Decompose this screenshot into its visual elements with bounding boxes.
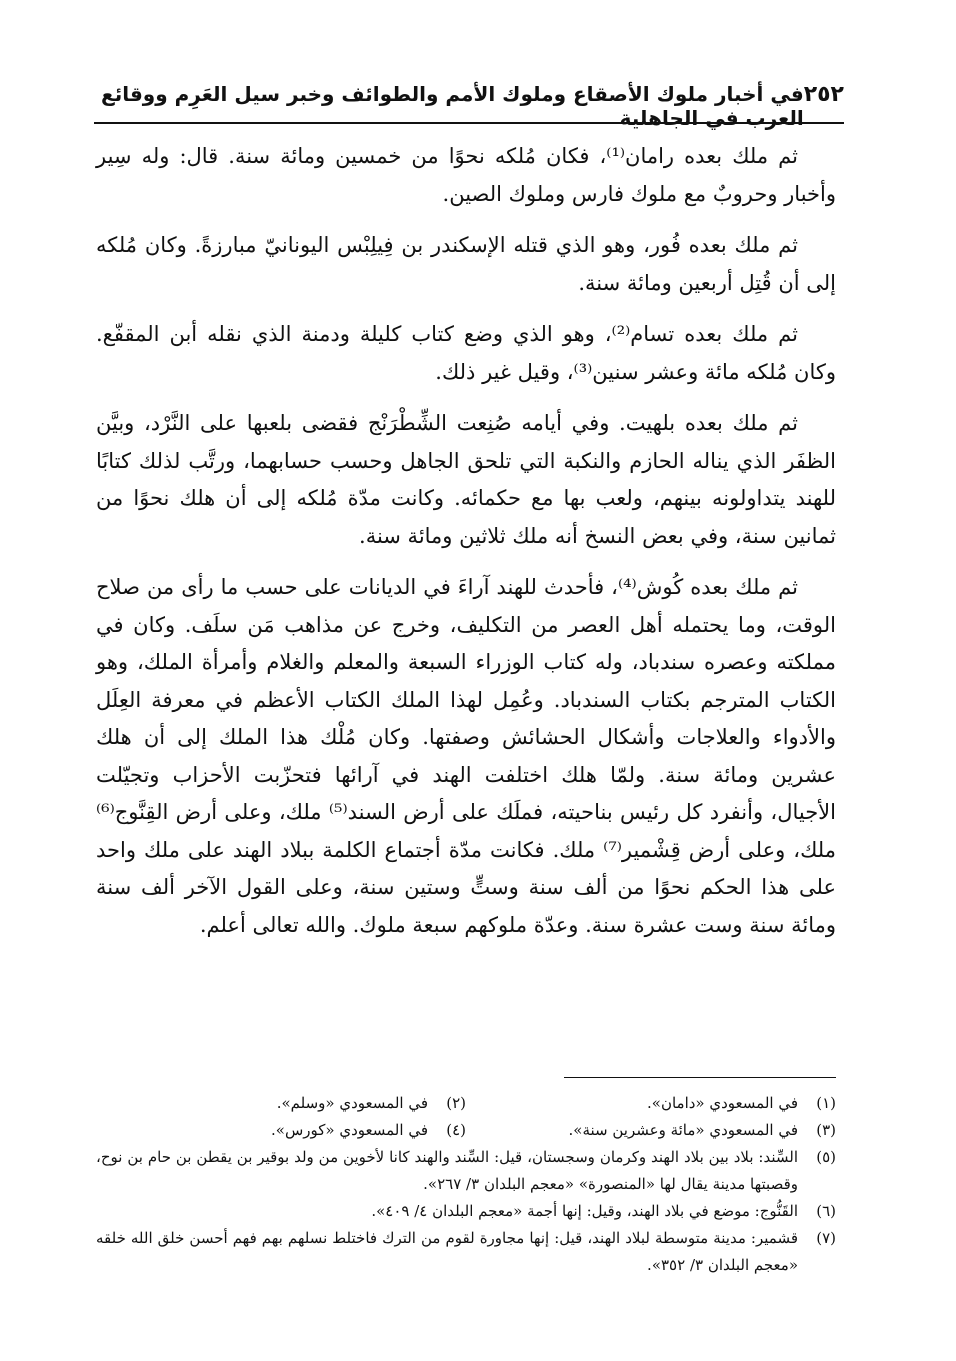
paragraph: ثم ملك بعده فُور، وهو الذي قتله الإسكندر بن فِيلِبْس اليونانيّ مبارزةً. وكان مُلكه إلى أن قُتِل أربعين ومائة سنة. (96, 233, 836, 295)
footnote-number: (١) (816, 1094, 836, 1112)
paragraph: ثم ملك بعده تسام⁽²⁾، وهو الذي وضع كتاب كليلة ودمنة الذي نقله أبن المقفّع. وكان مُلكه مائة وعشر سنين⁽³⁾، وقيل غير ذلك. (96, 322, 836, 384)
footnote-number: (٦) (816, 1202, 836, 1220)
running-title: في أخبار ملوك الأصقاع وملوك الأمم والطوائف وخبر سيل العَرِم ووقائع العرب في الجاهلية (101, 82, 804, 130)
paragraph: ثم ملك بعده بلهيت. وفي أيامه صُنِعت الشِّطْرَنْج فقضى بلعبها على النَّرْد، وبيَّن الظفَر الذي يناله الحازم والنكبة التي تلحق الجاهل وحسب حسابهما، ورتَّب لذلك كتابًا للهند يتداولونه بينهم، ولعب بها مع حكمائه. وكانت مدّة مُلكه إلى أن هلك نحوًا من ثمانين سنة، وفي بعض النسخ أنه ملك ثلاثين ومائة سنة. (96, 411, 836, 548)
paragraph: ثم ملك بعده كُوش⁽⁴⁾، فأحدث للهند آراءَ في الديانات على حسب ما رأى من صلاح الوقت، وما يحتمله أهل العصر من التكليف، وخرج عن مذاهب مَن سلَف. وكان في مملكته وعصره سندباد، وله كتاب الوزراء السبعة والمعلم والغلام وأمرأة الملك، وهو الكتاب المترجم بكتاب السندباد. وعُمِل لهذا الملك الكتاب الأعظم في معرفة العِلَل والأدواء والعلاجات وأشكال الحشائش وصفتها. وكان مُلْك هذا الملك إلى أن هلك عشرين ومائة سنة. ولمّا هلك اختلفت الهند في آرائها فتحزّبت الأحزاب وتجيّلت الأجيال، وأنفرد كل رئيس بناحيته، فملَك على أرض السند⁽⁵⁾ ملك، وعلى أرض القِنَّوج⁽⁶⁾ ملك، وعلى أرض قِشْمير⁽⁷⁾ ملك. فكانت مدّة أجتماع الكلمة ببلاد الهند على ملك واحد على هذا الحكم نحوًا من ألف سنة وستٍّ وستين سنة، وعلى القول الآخر ألف سنة ومائة سنة وست عشرة سنة. وعدّة ملوكهم سبعة ملوك. والله تعالى أعلم. (96, 575, 836, 937)
paragraph: ثم ملك بعده رامان⁽¹⁾، فكان مُلكه نحوًا من خمسين ومائة سنة. قال: وله سِير وأخبار وحروبٌ مع ملوك فارس وملوك الصين. (96, 144, 836, 206)
footnote-text: في المسعودي «كورس». (271, 1121, 428, 1139)
footnote-text: القَنُّوج: موضع في بلاد الهند، وقيل: إنها أجمة «معجم البلدان ٤/ ٤٠٩». (371, 1202, 798, 1220)
footnote-number: (٤) (446, 1121, 466, 1139)
footnote-2 (96, 1090, 466, 1117)
footnote-text: في المسعودي «دامان». (647, 1094, 798, 1112)
footnote-text: في المسعودي «مائة وعشرين سنة». (568, 1121, 798, 1139)
footnote-number: (٢) (446, 1094, 466, 1112)
footnote-row (96, 1117, 836, 1144)
footnote-4 (96, 1117, 466, 1144)
footnote-1 (466, 1090, 836, 1117)
footnote-text: قشمير: مدينة متوسطة لبلاد الهند، قيل: إنها مجاورة لقوم من الترك فاختلط نسلهم بهم فهم أحسن خلق الله خلقه «معجم البلدان ٣/ ٣٥٢». (96, 1229, 798, 1274)
footnote-number: (٣) (816, 1121, 836, 1139)
footnote-5 (96, 1144, 836, 1198)
footnotes (96, 1090, 836, 1279)
footnote-7 (96, 1225, 836, 1279)
page-number: ٢٥٢ (803, 82, 844, 107)
main-text (96, 138, 836, 958)
footnote-number: (٥) (816, 1148, 836, 1166)
footnote-row (96, 1090, 836, 1117)
footnote-separator (564, 1077, 836, 1078)
header-rule (94, 122, 844, 124)
footnote-3 (466, 1117, 836, 1144)
footnote-text: السِّند: بلاد بين بلاد الهند وكرمان وسجستان، قيل: السِّند والهند كانا لأخوين من ولد بوقير بن يقطن بن حام بن نوح، وقصبتها مدينة يقال لها «المنصورة» «معجم البلدان ٣/ ٢٦٧». (96, 1148, 798, 1193)
footnote-text: في المسعودي «وسلم». (276, 1094, 428, 1112)
footnote-number: (٧) (816, 1229, 836, 1247)
footnote-6 (96, 1198, 836, 1225)
